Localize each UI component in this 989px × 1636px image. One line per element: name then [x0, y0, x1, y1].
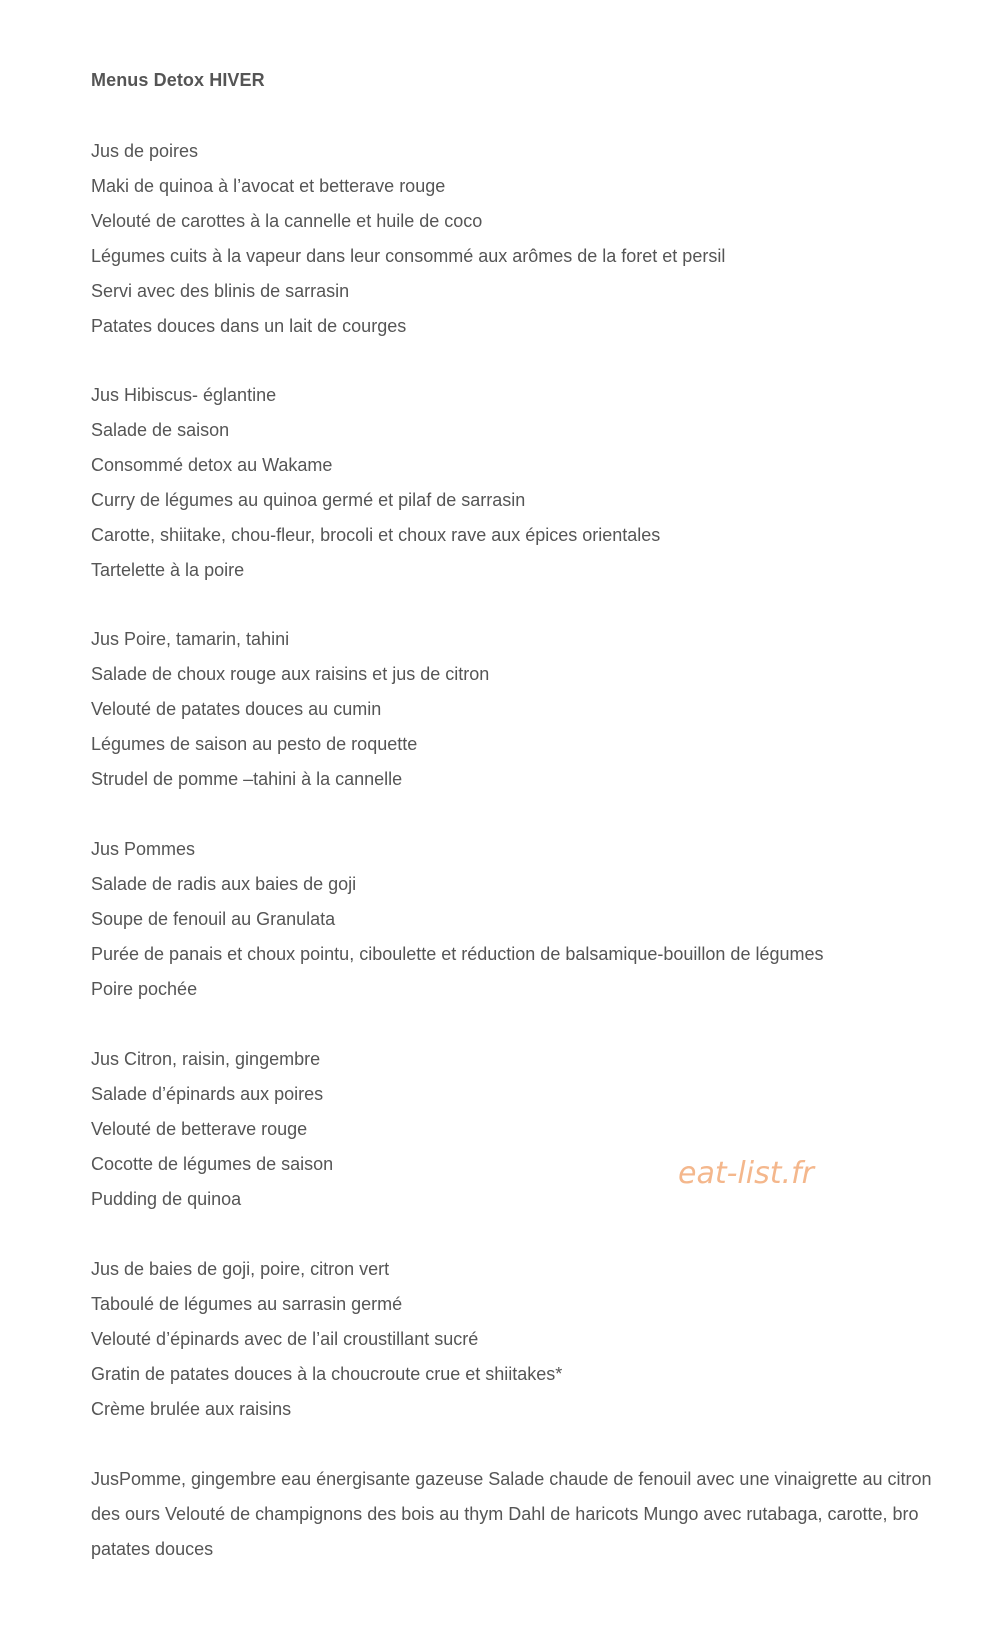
menu-item: Gratin de patates douces à la choucroute crue et shiitakes* [91, 1364, 563, 1384]
menu-item: Consommé detox au Wakame [91, 455, 333, 475]
menu-item: Strudel de pomme –tahini à la cannelle [91, 769, 403, 789]
menu-item: Salade de saison [91, 420, 230, 440]
menu-item: Poire pochée [91, 979, 198, 999]
menu-item: Purée de panais et choux pointu, ciboulette et réduction de balsamique-bouillon de légumes [91, 944, 824, 964]
menu-item: Soupe de fenouil au Granulata [91, 909, 336, 929]
menu-item: Curry de légumes au quinoa germé et pilaf de sarrasin [91, 490, 526, 510]
menu-item: Tartelette à la poire [91, 560, 245, 580]
menu-item: Velouté de patates douces au cumin [91, 699, 382, 719]
menu-block-4 [91, 832, 941, 1007]
menu-block-1 [91, 134, 941, 344]
menu-item: Carotte, shiitake, chou-fleur, brocoli et choux rave aux épices orientales [91, 525, 661, 545]
document-title: Menus Detox HIVER [91, 70, 265, 90]
menu-item: Jus Hibiscus- églantine [91, 385, 277, 405]
menu-item: Cocotte de légumes de saison [91, 1154, 334, 1174]
menu-item: Légumes cuits à la vapeur dans leur consommé aux arômes de la foret et persil [91, 246, 726, 266]
menu-block-2 [91, 378, 941, 588]
menu-item: Jus Poire, tamarin, tahini [91, 629, 290, 649]
menu-item: Salade de radis aux baies de goji [91, 874, 357, 894]
menu-item: Patates douces dans un lait de courges [91, 316, 407, 336]
menu-item: Salade d’épinards aux poires [91, 1084, 324, 1104]
menu-item: Crème brulée aux raisins [91, 1399, 292, 1419]
watermark: eat-list.fr [678, 1156, 814, 1191]
menu-item: Jus Pommes [91, 839, 196, 859]
menu-block-7 [91, 1462, 941, 1567]
menu-item: Jus de baies de goji, poire, citron vert [91, 1259, 390, 1279]
menu-item: Velouté de carottes à la cannelle et huile de coco [91, 211, 483, 231]
menu-item: Jus de poires [91, 141, 199, 161]
menu-item: Salade de choux rouge aux raisins et jus de citron [91, 664, 490, 684]
menu-item: Velouté de betterave rouge [91, 1119, 308, 1139]
menu-item: des ours Velouté de champignons des bois au thym Dahl de haricots Mungo avec rutabaga, carotte, bro [91, 1504, 919, 1524]
menu-item: JusPomme, gingembre eau énergisante gazeuse Salade chaude de fenouil avec une vinaigrette au citron [91, 1469, 932, 1489]
menu-block-3 [91, 622, 941, 797]
menu-item: Maki de quinoa à l’avocat et betterave rouge [91, 176, 446, 196]
menu-item: Légumes de saison au pesto de roquette [91, 734, 418, 754]
menu-item: patates douces [91, 1539, 214, 1559]
menu-item: Taboulé de légumes au sarrasin germé [91, 1294, 403, 1314]
menu-block-6 [91, 1252, 941, 1427]
menu-item: Servi avec des blinis de sarrasin [91, 281, 350, 301]
menu-item: Pudding de quinoa [91, 1189, 242, 1209]
menu-item: Jus Citron, raisin, gingembre [91, 1049, 321, 1069]
menu-item: Velouté d’épinards avec de l’ail croustillant sucré [91, 1329, 479, 1349]
